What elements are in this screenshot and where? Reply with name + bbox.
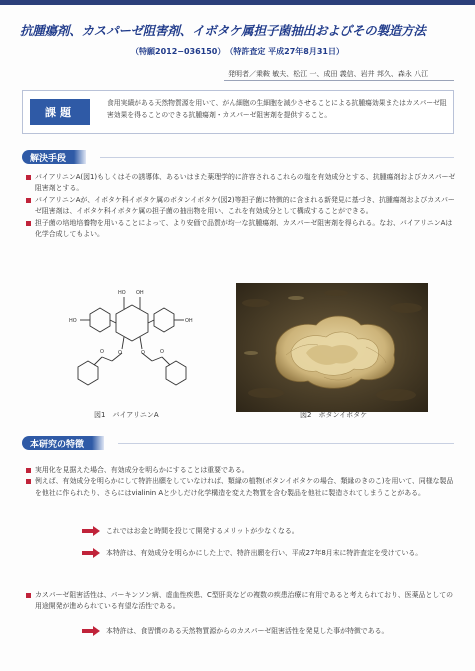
list-item (26, 195, 456, 218)
atom-label: HO (118, 290, 126, 296)
list-item-text: 担子菌の培地培養物を用いることによって、より安価で品質が均一な抗腫瘍剤、カスパーゼ阻害剤を得られる。なお、バイアリニンAは化学合成してもよい。 (35, 218, 453, 239)
patent-number: （特願2012−036150） （特許査定 平成27年8月31日） (131, 47, 344, 56)
features-rule (118, 443, 454, 444)
vialinin-a-structure (42, 283, 222, 401)
solution-heading-tail (74, 150, 86, 164)
list-item (26, 172, 456, 195)
list-item-text: 実用化を見据えた場合、有効成分を明らかにすることは重要である。 (35, 466, 249, 474)
arrow-point (82, 547, 442, 559)
list-item (26, 218, 456, 241)
arrow-point (82, 625, 442, 637)
atom-label: O (160, 349, 164, 355)
list-item (26, 465, 456, 476)
solution-bullets (26, 172, 456, 240)
features-heading (22, 436, 104, 450)
red-arrow-icon (82, 526, 100, 536)
list-item (26, 476, 456, 499)
list-item-text: バイアリニンA(図1)もしくはその誘導体、あるいはまた薬理学的に許容されるこれらの塩を有効成分とする、抗腫瘍剤およびカスパーゼ阻害剤とする。 (35, 173, 456, 193)
figure1-caption: 図1 バイアリニンA (94, 411, 159, 419)
list-item (26, 590, 456, 613)
atom-label: O (118, 350, 122, 356)
atom-label: HO (69, 318, 77, 324)
solution-heading-label: 解決手段 (22, 150, 74, 164)
problem-box (22, 90, 454, 134)
problem-label: 課題 (30, 99, 90, 125)
atom-label: O (100, 349, 104, 355)
list-item-text: バイアリニンAが、イボタケ科イボタケ属のボタンイボタケ(図2)等担子菌に特徴的に含まれる新発見に基づき、抗腫瘍剤およびカスパーゼ阻害剤は、イボタケ科イボタケ属の担子菌の抽出物を用い、これを有効成分として構成することができる。 (35, 195, 455, 216)
atom-label: OH (136, 290, 144, 296)
figure2-caption: 図2 ボタンイボタケ (300, 411, 368, 419)
botan-ibotake-photo (236, 283, 428, 412)
inventors-rule (224, 80, 454, 81)
features-heading-tail (92, 436, 104, 450)
red-arrow-icon (82, 548, 100, 558)
problem-text: 食用実績がある天然物質源を用いて、がん細胞の生細胞を減少させることによる抗腫瘍効果またはカスパーゼ阻害効果を得ることのできる抗腫瘍剤・カスパーゼ阻害剤を提供すること。 (107, 99, 447, 119)
top-rule (0, 0, 475, 5)
arrow-point-text: これではお金と時間を投じて開発するメリットが少なくなる。 (106, 527, 299, 535)
features-bullets-a (26, 465, 456, 499)
arrow-point (82, 525, 442, 537)
inventors-line: 発明者／乗鞍 敏夫、松江 一、成田 義信、岩井 邦久、森永 八江 (228, 70, 429, 78)
red-arrow-icon (82, 626, 100, 636)
list-item-text: 例えば、有効成分を明らかにして特許出願をしていなければ、類縁の植物(ボタンイボタケの場合、類縁のきのこ)を用いて、同様な製品を他社に作られたり、さらにはvialinin Aと少しだけ化学構造を変えた物質を含む製品を他社に製造されてしまうことがある。 (35, 477, 454, 497)
list-item-text: カスパーゼ阻害活性は、パーキンソン病、虚血性疾患、C型肝炎などの複数の疾患治療に有用であると考えられており、医薬品としての用途開発が進められている有望な活性である。 (35, 591, 454, 611)
arrow-point-text: 本特許は、有効成分を明らかにした上で、特許出願を行い、平成27年8月末に特許査定を受けている。 (106, 549, 423, 557)
solution-rule (100, 157, 454, 158)
arrow-point-text: 本特許は、食習慣のある天然物質源からのカスパーゼ阻害活性を発見した事が特徴である。 (106, 627, 389, 635)
document-title: 抗腫瘍剤、カスパーゼ阻害剤、イボタケ属担子菌抽出およびその製造方法 (20, 23, 426, 38)
atom-label: OH (185, 318, 193, 324)
solution-heading (22, 150, 86, 164)
features-bullets-b (26, 590, 456, 613)
figures-area (22, 283, 454, 429)
features-heading-label: 本研究の特徴 (22, 436, 92, 450)
atom-label: O (141, 350, 145, 356)
